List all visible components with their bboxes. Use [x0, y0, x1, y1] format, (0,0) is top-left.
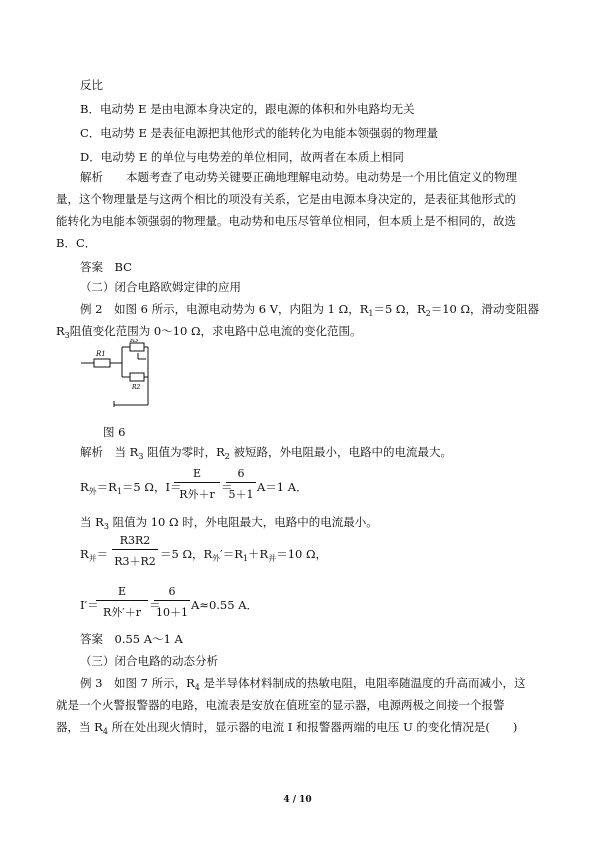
analysis-line: 当 $R_3$ 阻值为 10 Ω 时，外电阻最大，电路中的电流最小。 — [80, 515, 378, 531]
option-d: D．电动势 E 的单位与电势差的单位相同，故两者在本质上相同 — [80, 150, 404, 164]
fraction-bar — [174, 482, 220, 483]
equation-1: A＝1 A． — [257, 480, 308, 494]
fraction-denominator: R3＋R2 — [114, 555, 156, 568]
equation-2: ＝5 Ω，$R_外'=R_1+R_并=10$ Ω， — [160, 547, 328, 563]
example-3-line: 器，当 $R_4$ 所在处出现火情时，显示器的电流 I 和报警器两端的电压 U 的变化情况是( ) — [56, 720, 518, 736]
fraction-numerator: R3R2 — [119, 534, 151, 547]
example-2-line: $R_3$阻值变化范围为 0～10 Ω，求电路中总电流的变化范围。 — [56, 324, 362, 340]
page-number: 4 / 10 — [283, 795, 312, 805]
figure-caption: 图 6 — [103, 425, 126, 439]
resistor-r1 — [94, 359, 110, 367]
analysis-line: 量，这个物理量是与这两个相比的项没有关系，它是由电源本身决定的，是表征其他形式的 — [56, 192, 516, 206]
fraction-bar — [226, 482, 256, 483]
fraction-bar — [154, 600, 190, 601]
analysis-line: B．C． — [56, 236, 97, 250]
analysis-line: 解析 本题考查了电动势关键要正确地理解电动势。电动势是一个用比值定义的物理 — [80, 170, 517, 184]
answer-line: 答案 0.55 A～1 A — [80, 632, 183, 646]
answer-line: 答案 BC — [80, 260, 132, 274]
fraction-numerator: E — [192, 467, 202, 480]
analysis-line: 能转化为电能本领强弱的物理量。电动势和电压尽管单位相同，但本质上是不相同的，故选 — [56, 214, 516, 228]
option-b: B．电动势 E 是由电源本身决定的，跟电源的体积和外电路均无关 — [80, 102, 415, 116]
section-heading: （三）闭合电路的动态分析 — [80, 654, 218, 668]
figure-label: R1 — [96, 350, 106, 358]
example-3-line: 就是一个火警报警器的电路，电流表是安放在值班室的显示器，电源两极之间接一个报警 — [56, 698, 505, 712]
option-c: C．电动势 E 是表征电源把其他形式的能转化为电能本领强弱的物理量 — [80, 126, 439, 140]
resistor-r2 — [130, 373, 144, 381]
fraction-bar — [112, 549, 158, 550]
fraction-bar — [96, 600, 148, 601]
equation-1: ＝ — [221, 480, 233, 494]
circuit-figure — [78, 339, 156, 407]
equation-3: A≈0.55 A． — [191, 598, 259, 612]
example-2-line: 例 2 如图 6 所示，电源电动势为 6 V，内阻为 1 Ω，$R_1=5$ Ω，$R_2=10$ Ω，滑动变阻器 — [80, 302, 540, 318]
resistor-r3 — [130, 343, 144, 351]
fraction-numerator: 6 — [237, 467, 245, 480]
equation-2: $R_并=$ — [80, 547, 109, 563]
figure-label: R3 — [130, 339, 139, 344]
equation-1: $R_外=R_1=5$ Ω，I＝ — [80, 480, 182, 496]
section-heading: （二）闭合电路欧姆定律的应用 — [80, 280, 241, 294]
analysis-line: 解析 当 $R_3$ 阻值为零时，$R_2$ 被短路，外电阻最小，电路中的电流最大。 — [80, 445, 452, 461]
example-3-line: 例 3 如图 7 所示，$R_4$ 是半导体材料制成的热敏电阻，电阻率随温度的升高而减小，这 — [80, 676, 526, 692]
equation-3: I′＝ — [80, 598, 99, 612]
fraction-denominator: 10＋1 — [156, 606, 188, 619]
fraction-denominator: R外′＋r — [102, 606, 142, 619]
fraction-numerator: 6 — [168, 585, 176, 598]
figure-label: R2 — [132, 384, 141, 391]
fraction-denominator: R外＋r — [179, 488, 215, 501]
text-line: 反比 — [80, 78, 103, 92]
equation-3: ＝ — [149, 598, 161, 612]
fraction-denominator: 5＋1 — [228, 488, 254, 501]
fraction-numerator: E — [117, 585, 127, 598]
